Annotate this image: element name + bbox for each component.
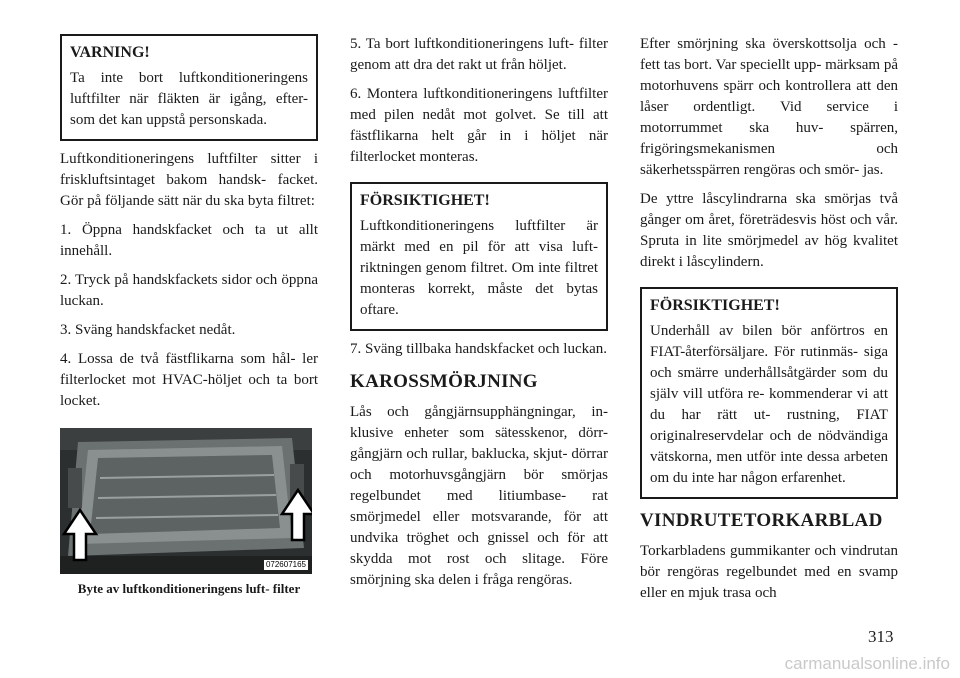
column-middle	[350, 34, 608, 599]
step-3: 3. Sväng handskfacket nedåt.	[60, 322, 236, 338]
step-7: 7. Sväng tillbaka handskfacket och luckan.	[350, 341, 608, 357]
figure-code: 072607165	[265, 560, 306, 569]
after-lubrication-paragraph: Efter smörjning ska överskottsolja och -fett tas bort. Var speciellt upp- märksam på motorhuvens spärr och kontrollera att den låser ordentligt. Vid service i motorrummet ska huv- spärren, frigöringsmekanismen och säkerhetsspärren rengöras och smör- jas.	[640, 36, 898, 178]
caution-text: Luftkonditioneringens luftfilter är märkt med en pil för att visa luft- riktningen genom filtret. Om inte filtret monteras korrekt, måste det bytas oftare.	[360, 218, 598, 318]
step-6: 6. Montera luftkonditioneringens luftfilter med pilen nedåt mot golvet. Se till att fästflikarna helt går in i höljet när filterlocket monteras.	[350, 86, 608, 165]
caution-box-filter	[350, 182, 608, 331]
step-2: 2. Tryck på handskfackets sidor och öppna luckan.	[60, 272, 318, 309]
warning-text: Ta inte bort luftkonditioneringens luftfilter när fläkten är igång, efter- som det kan uppstå personskada.	[70, 70, 308, 128]
step-1: 1. Öppna handskfacket och ta ut allt innehåll.	[60, 222, 318, 259]
filter-figure	[60, 428, 312, 574]
lock-cylinder-paragraph: De yttre låscylindrarna ska smörjas två gånger om året, företrädesvis höst och vår. Spruta in lite smörjmedel av hög kvalitet direkt i låscylindern.	[640, 191, 898, 270]
caution-title: FÖRSIKTIGHET!	[360, 192, 490, 209]
lubrication-paragraph: Lås och gångjärnsupphängningar, in- klusive enheter som sätesskenor, dörr- gångjärn och rullar, baklucka, skjut- dörrar och motorhuvsgångjärn bör smörjas regelbundet med litiumbase- rat smörjmedel eller motsvarande, för att undvika tröghet och gnissel och för att skydda mot rost och slitage. Före smörjning ska delen i fråga rengöras.	[350, 404, 608, 588]
section-title-body-lubrication: KAROSSMÖRJNING	[350, 371, 538, 392]
step-4: 4. Lossa de två fästflikarna som hål- ler filterlocket mot HVAC-höljet och ta bort locket.	[60, 351, 318, 409]
figure-caption: Byte av luftkonditioneringens luft- filter	[77, 581, 301, 596]
column-right	[640, 34, 898, 612]
wiper-paragraph: Torkarbladens gummikanter och vindrutan bör rengöras regelbundet med en svamp eller en mjuk trasa och	[640, 543, 898, 601]
warning-title: VARNING!	[70, 44, 150, 61]
intro-paragraph: Luftkonditioneringens luftfilter sitter i friskluftsintaget bakom handsk- facket. Gör på följande sätt när du ska byta filtret:	[60, 151, 318, 209]
step-5: 5. Ta bort luftkonditioneringens luft- filter genom att dra det rakt ut från höljet.	[350, 36, 608, 73]
column-left	[60, 34, 318, 597]
caution-text: Underhåll av bilen bör anförtros en FIAT-återförsäljare. För rutinmäs- siga och smärre underhållsåtgärder som du själv vill utföra re- kommenderar vi att du har rätt ut- rustning, FIAT originalreservdelar och de nödvändiga vätskorna, men utför inte dessa arbeten om du inte har någon erfarenhet.	[650, 323, 888, 486]
section-title-wiper-blades: VINDRUTETORKARBLAD	[640, 510, 883, 531]
caution-box-maintenance	[640, 287, 898, 499]
filter-illustration	[60, 428, 312, 574]
page-number: 313	[868, 627, 894, 646]
caution-title: FÖRSIKTIGHET!	[650, 297, 780, 314]
watermark: carmanualsonline.info	[784, 654, 950, 673]
warning-box	[60, 34, 318, 141]
